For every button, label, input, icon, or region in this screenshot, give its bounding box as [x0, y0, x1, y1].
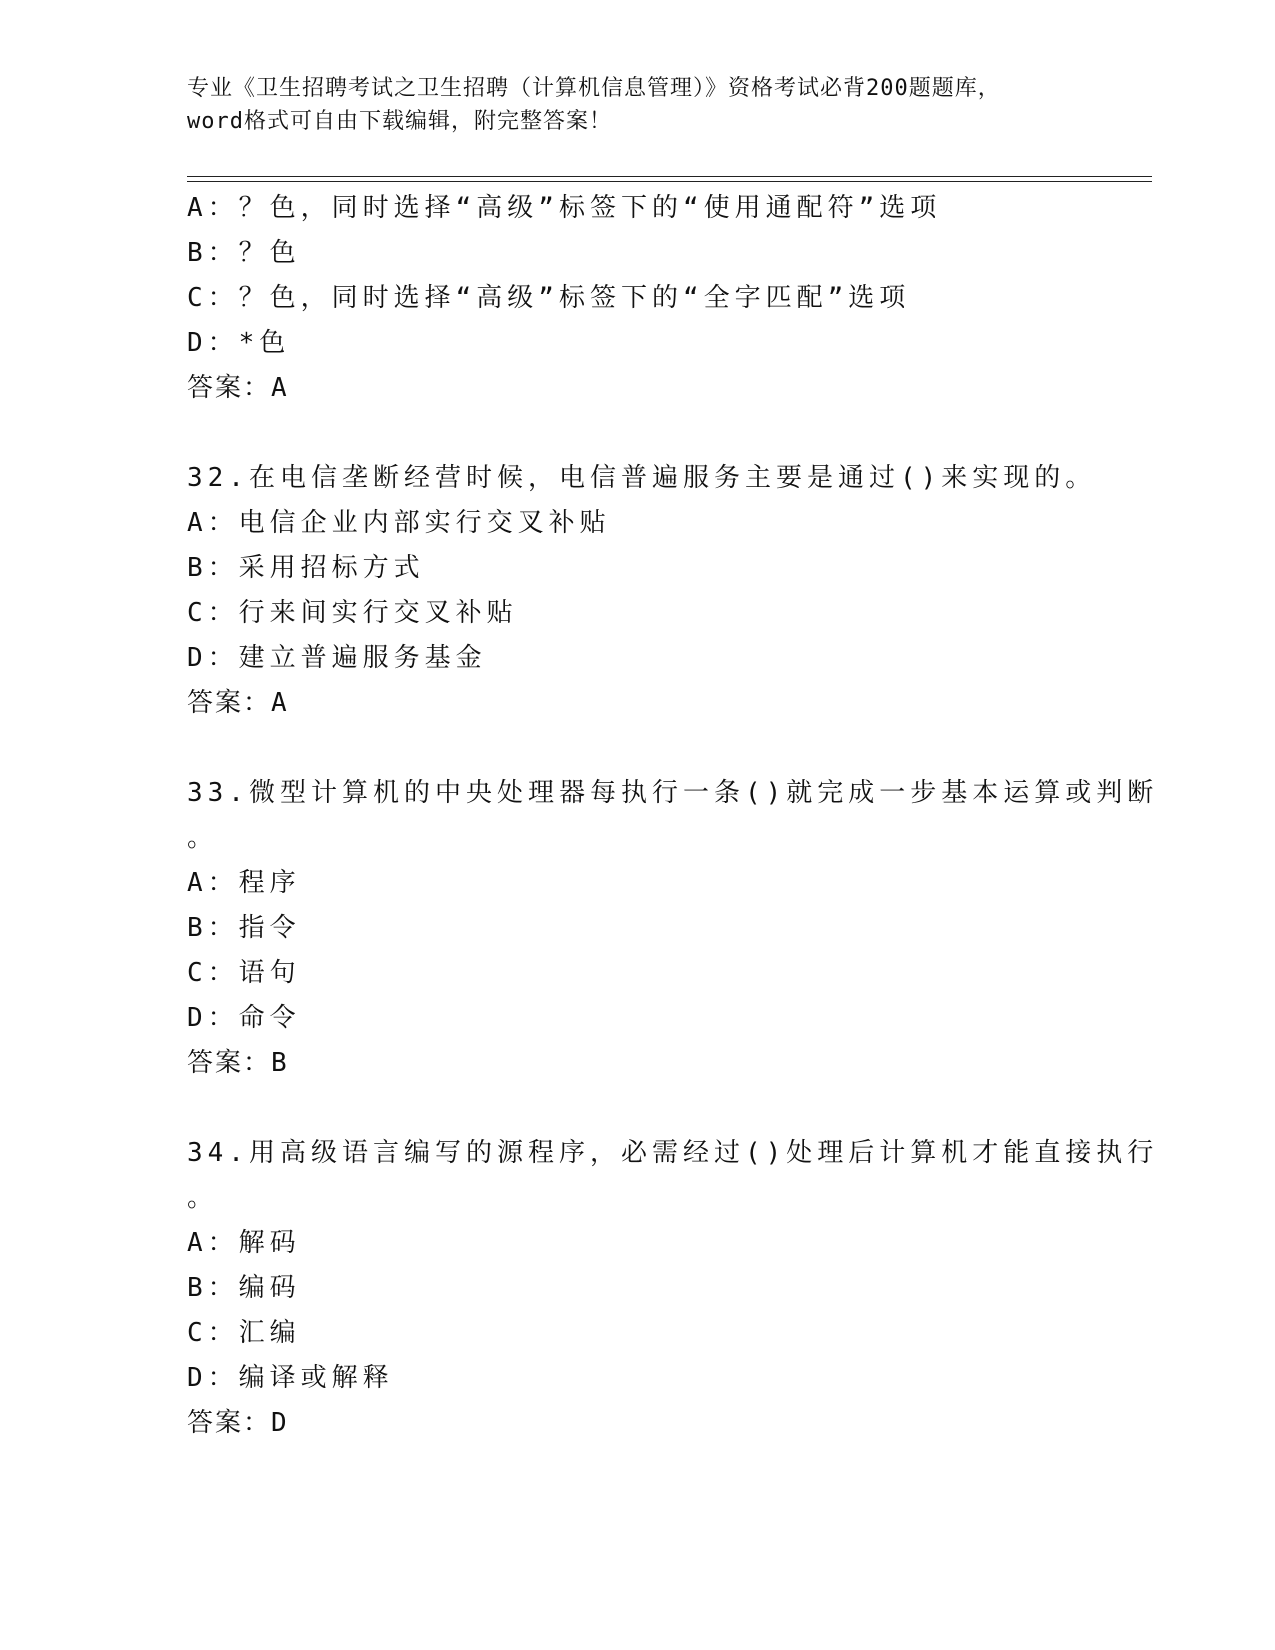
- option-a: A：？色，同时选择“高级”标签下的“使用通配符”选项: [187, 193, 942, 223]
- document-header: [187, 72, 1087, 138]
- header-line-2: word格式可自由下载编辑，附完整答案！: [187, 109, 612, 134]
- option-c: C：行来间实行交叉补贴: [187, 598, 518, 628]
- option-a: A：电信企业内部实行交叉补贴: [187, 508, 611, 538]
- question-stem: 34.用高级语言编写的源程序，必需经过()处理后计算机才能直接执行: [187, 1138, 1159, 1168]
- option-d: D：建立普遍服务基金: [187, 643, 487, 673]
- option-b: B：指令: [187, 913, 301, 943]
- question-stem-continued: 。: [187, 823, 219, 853]
- option-a: A：程序: [187, 868, 301, 898]
- option-c: C：汇编: [187, 1318, 301, 1348]
- option-d: D：编译或解释: [187, 1363, 394, 1393]
- question-stem: 32.在电信垄断经营时候，电信普遍服务主要是通过()来实现的。: [187, 463, 1097, 493]
- answer: 答案：A: [187, 373, 289, 403]
- option-b: B：编码: [187, 1273, 301, 1303]
- option-c: C：语句: [187, 958, 301, 988]
- header-line-1: 专业《卫生招聘考试之卫生招聘（计算机信息管理）》资格考试必背200题题库，: [187, 76, 1001, 101]
- header-rule-bottom: [187, 181, 1152, 182]
- option-d: D：命令: [187, 1003, 301, 1033]
- option-a: A：解码: [187, 1228, 301, 1258]
- question-stem-continued: 。: [187, 1183, 219, 1213]
- answer: 答案：A: [187, 688, 289, 718]
- answer: 答案：D: [187, 1408, 289, 1438]
- answer: 答案：B: [187, 1048, 289, 1078]
- question-stem: 33.微型计算机的中央处理器每执行一条()就完成一步基本运算或判断: [187, 778, 1159, 808]
- header-rule-top: [187, 176, 1152, 177]
- option-b: B：采用招标方式: [187, 553, 425, 583]
- option-c: C：？色，同时选择“高级”标签下的“全字匹配”选项: [187, 283, 911, 313]
- option-d: D：*色: [187, 328, 291, 358]
- option-b: B：？色: [187, 238, 301, 268]
